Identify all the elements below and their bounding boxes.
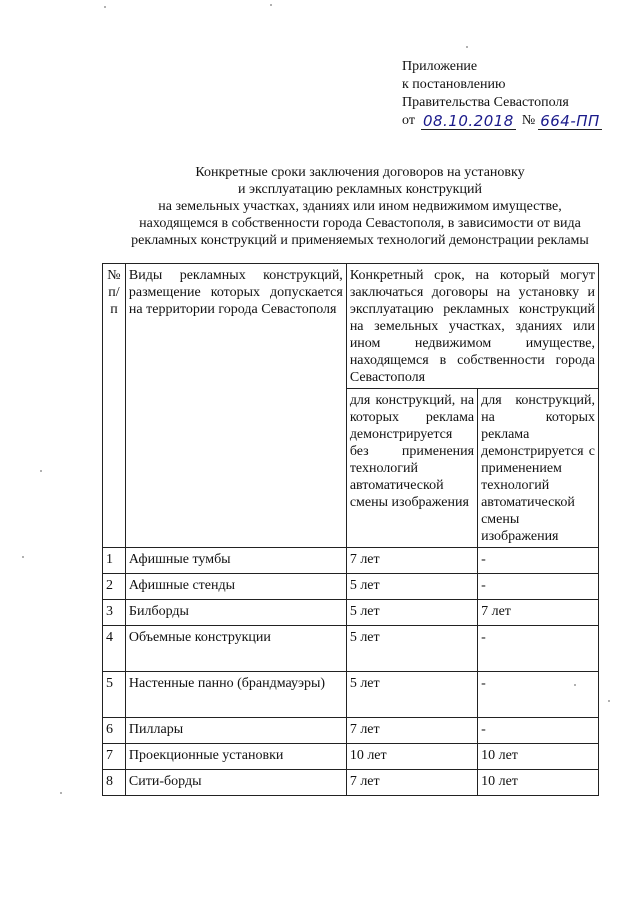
title-line-3: на земельных участках, зданиях или ином недвижимом имуществе, xyxy=(158,199,562,214)
title-line-4: находящемся в собственности города Севастополя, в зависимости от вида xyxy=(139,216,581,231)
header-num: № п/п xyxy=(103,264,126,548)
row-with: - xyxy=(478,672,599,718)
row-type: Афишные стенды xyxy=(125,574,346,600)
row-with: - xyxy=(478,718,599,744)
annex-block xyxy=(402,58,627,130)
table-row xyxy=(103,744,599,770)
document-title xyxy=(100,164,620,249)
table-header-row xyxy=(103,264,599,389)
row-with: 10 лет xyxy=(478,744,599,770)
scan-speck xyxy=(22,556,24,558)
row-without: 7 лет xyxy=(346,718,477,744)
table-row xyxy=(103,548,599,574)
row-type: Проекционные установки xyxy=(125,744,346,770)
row-with: 7 лет xyxy=(478,600,599,626)
annex-line-3: Правительства Севастополя xyxy=(402,95,569,110)
scan-speck xyxy=(104,6,106,8)
table-row xyxy=(103,672,599,718)
row-with: 10 лет xyxy=(478,770,599,796)
row-with: - xyxy=(478,548,599,574)
header-term: Конкретный срок, на который могут заключаться договоры на установку и эксплуатацию рекламных конструкций на земельных участках, зданиях или ином недвижимом имуществе, находящемся в собственности города Севастополя xyxy=(346,264,598,389)
title-line-2: и эксплуатацию рекламных конструкций xyxy=(238,182,482,197)
table-row xyxy=(103,600,599,626)
row-num: 2 xyxy=(103,574,126,600)
row-num: 7 xyxy=(103,744,126,770)
row-without: 7 лет xyxy=(346,770,477,796)
handwritten-date: 08.10.2018 xyxy=(422,112,514,130)
row-without: 5 лет xyxy=(346,574,477,600)
scan-speck xyxy=(608,700,610,702)
annex-line-2: к постановлению xyxy=(402,77,506,92)
scan-speck xyxy=(60,792,62,794)
scan-speck xyxy=(466,46,468,48)
row-num: 1 xyxy=(103,548,126,574)
row-type: Билборды xyxy=(125,600,346,626)
row-type: Афишные тумбы xyxy=(125,548,346,574)
annex-date-line xyxy=(402,112,627,130)
row-type: Объемные конструкции xyxy=(125,626,346,672)
handwritten-number: 664-ПП xyxy=(538,113,602,130)
row-type: Пиллары xyxy=(125,718,346,744)
header-without-auto: для конструкций, на которых реклама демонстрируется без применения технологий автоматической смены изображения xyxy=(346,389,477,548)
row-without: 5 лет xyxy=(346,626,477,672)
terms-table xyxy=(102,263,599,796)
row-num: 3 xyxy=(103,600,126,626)
row-without: 5 лет xyxy=(346,600,477,626)
table-row xyxy=(103,626,599,672)
header-with-auto: для конструкций, на которых реклама демонстрируется с применением технологий автоматической смены изображения xyxy=(478,389,599,548)
row-num: 8 xyxy=(103,770,126,796)
scan-speck xyxy=(270,4,272,6)
title-line-1: Конкретные сроки заключения договоров на установку xyxy=(195,165,525,180)
row-without: 5 лет xyxy=(346,672,477,718)
row-without: 10 лет xyxy=(346,744,477,770)
number-sign: № xyxy=(521,113,536,128)
row-num: 5 xyxy=(103,672,126,718)
annex-line-1: Приложение xyxy=(402,59,478,74)
date-prefix: от xyxy=(402,113,415,128)
header-types: Виды рекламных конструкций, размещение которых допускается на территории города Севастополя xyxy=(125,264,346,548)
table-row xyxy=(103,574,599,600)
table-row xyxy=(103,770,599,796)
title-line-5: рекламных конструкций и применяемых технологий демонстрации рекламы xyxy=(131,233,589,248)
row-type: Настенные панно (брандмауэры) xyxy=(125,672,346,718)
table-row xyxy=(103,718,599,744)
scan-speck xyxy=(40,470,42,472)
row-with: - xyxy=(478,626,599,672)
row-without: 7 лет xyxy=(346,548,477,574)
row-num: 6 xyxy=(103,718,126,744)
row-with: - xyxy=(478,574,599,600)
row-type: Сити-борды xyxy=(125,770,346,796)
scan-speck xyxy=(574,684,576,686)
row-num: 4 xyxy=(103,626,126,672)
